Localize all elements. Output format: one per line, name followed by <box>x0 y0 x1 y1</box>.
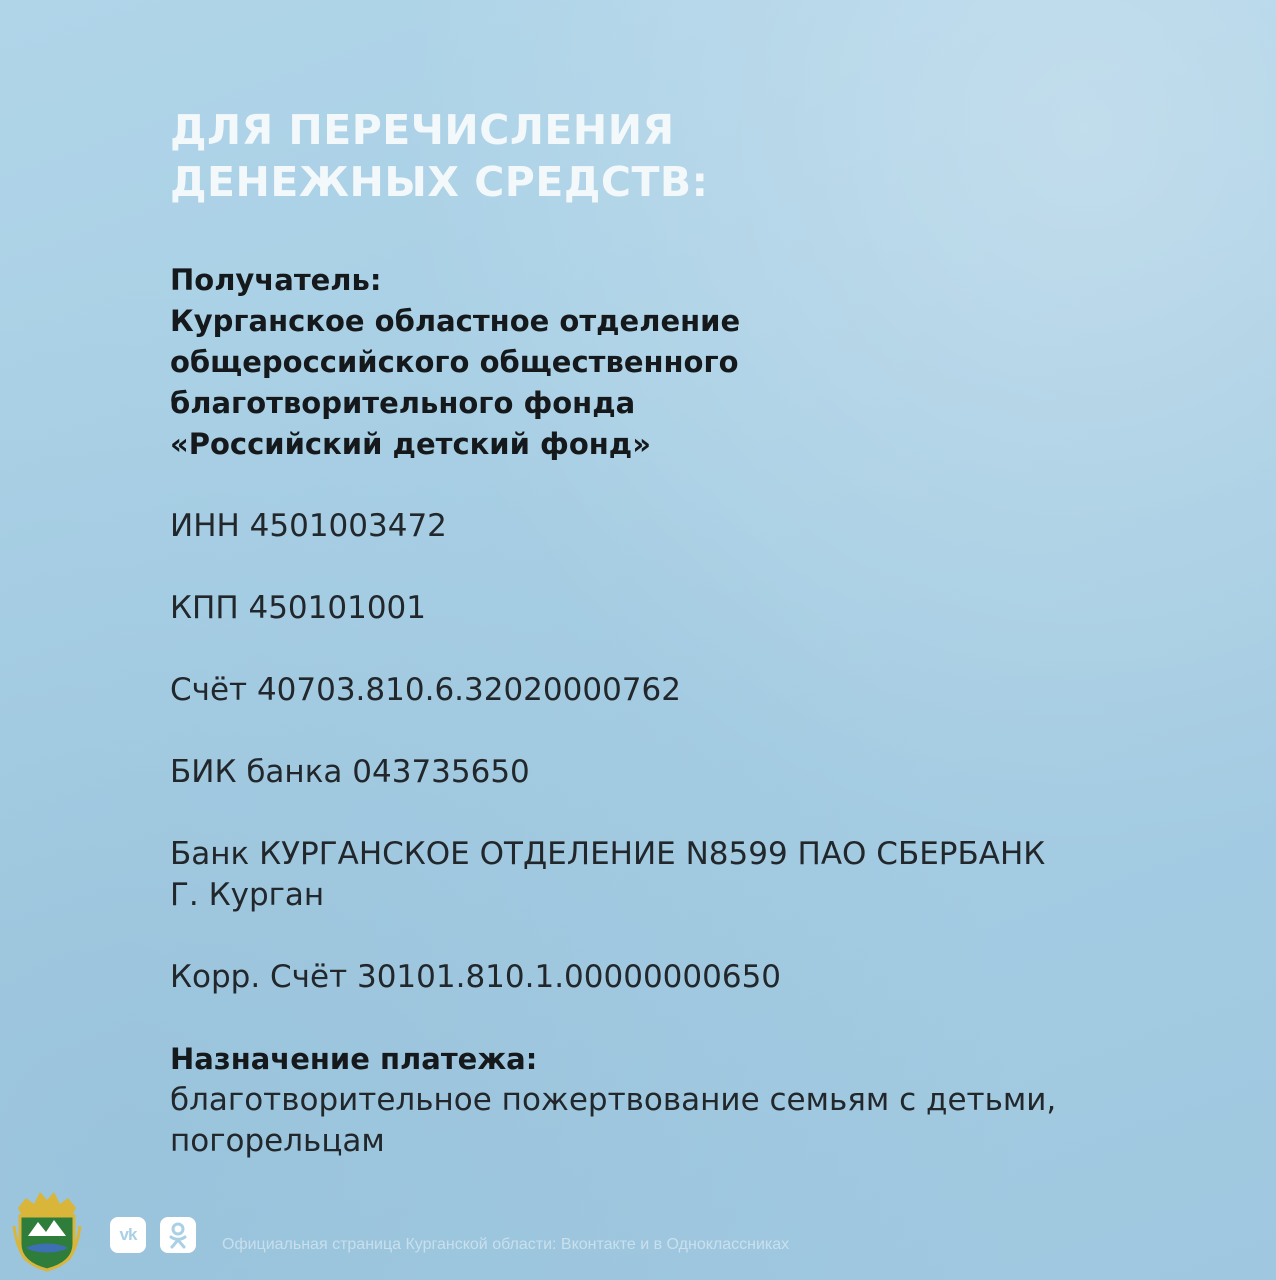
kpp-value: КПП 450101001 <box>170 590 426 626</box>
corr-account-value: Корр. Счёт 30101.810.1.00000000650 <box>170 959 782 995</box>
account-value: Счёт 40703.810.6.32020000762 <box>170 672 681 708</box>
footer-caption: Официальная страница Курганской области: Вконтакте и в Одноклассниках <box>222 1236 790 1253</box>
recipient-label: Получатель: <box>170 263 382 297</box>
bank-name-line-1: Банк КУРГАНСКОЕ ОТДЕЛЕНИЕ N8599 ПАО СБЕРБАНК <box>170 836 1046 872</box>
odnoklassniki-icon[interactable] <box>160 1217 196 1253</box>
inn-value: ИНН 4501003472 <box>170 508 447 544</box>
recipient-name-line: «Российский детский фонд» <box>170 427 651 461</box>
recipient-name-line: благотворительного фонда <box>170 386 636 420</box>
recipient-block <box>170 260 1230 465</box>
bank-details <box>170 506 1230 998</box>
purpose-text-line-1: благотворительное пожертвование семьям с детьми, <box>170 1082 1057 1118</box>
odnoklassniki-glyph-icon <box>160 1217 196 1253</box>
bik-value: БИК банка 043735650 <box>170 754 530 790</box>
title-line-2: ДЕНЕЖНЫХ СРЕДСТВ: <box>170 158 709 206</box>
payment-details-card <box>170 104 1230 1162</box>
kurgan-coat-of-arms-icon <box>12 1186 82 1272</box>
vk-icon[interactable]: vk <box>110 1217 146 1253</box>
page-title <box>170 104 1230 208</box>
bank-name-line-2: Г. Курган <box>170 877 325 913</box>
title-line-1: ДЛЯ ПЕРЕЧИСЛЕНИЯ <box>170 106 675 154</box>
purpose-text-line-2: погорельцам <box>170 1123 385 1159</box>
bank-name <box>170 834 1230 916</box>
footer <box>0 1180 1276 1280</box>
recipient-name-line: Курганское областное отделение <box>170 304 741 338</box>
purpose-label: Назначение платежа: <box>170 1042 538 1076</box>
payment-purpose <box>170 1039 1230 1162</box>
recipient-name-line: общероссийского общественного <box>170 345 739 379</box>
